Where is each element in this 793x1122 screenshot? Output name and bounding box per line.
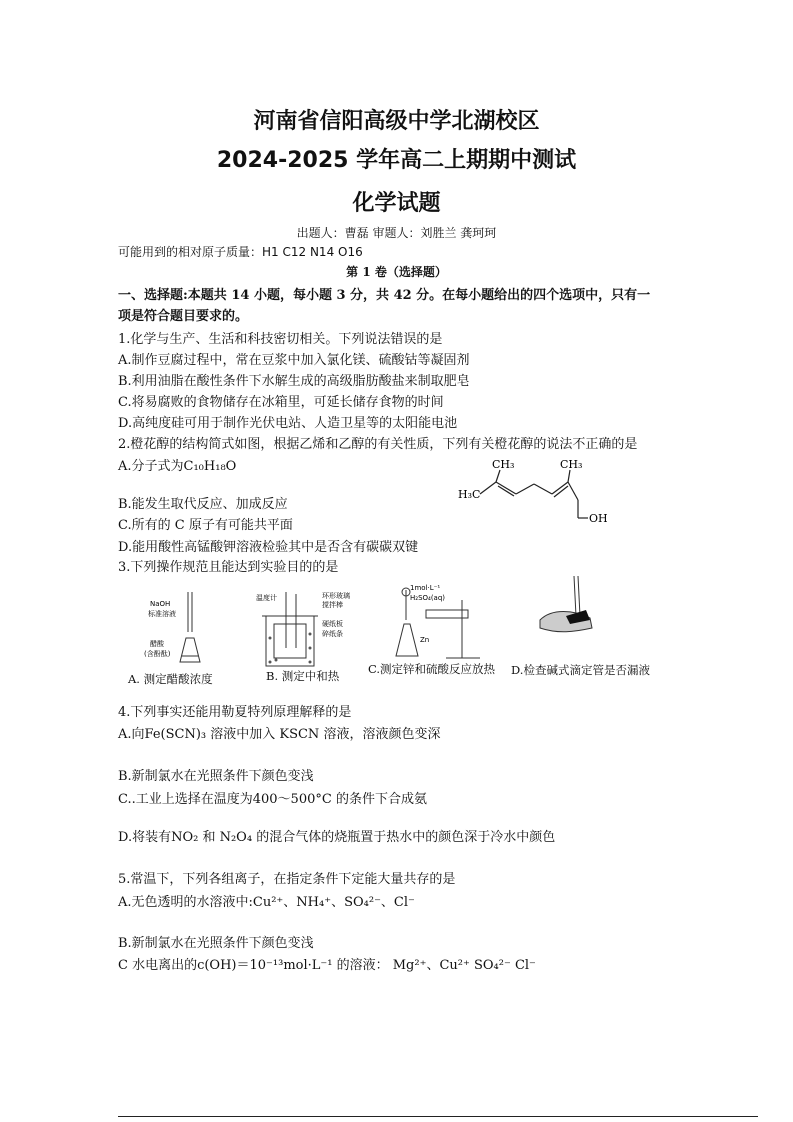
fig-a-acid: 醋酸 [150, 640, 164, 648]
struct-ch3-label-b: CH₃ [560, 458, 583, 471]
volume-label: 第 1 卷（选择题） [346, 265, 447, 279]
q3-fig-b-caption: B. 测定中和热 [266, 669, 340, 683]
fig-c-acid: H₂SO₄(aq) [410, 594, 446, 602]
fig-b-stirrer-2: 搅拌棒 [322, 601, 343, 609]
nerol-structure-figure [452, 456, 612, 530]
fig-a-std: 标准溶液 [148, 610, 176, 618]
fig-b-thermometer: 温度计 [256, 594, 277, 602]
fig-a-naoh: NaOH [150, 600, 171, 608]
q4-option-a: A.向Fe(SCN)₃ 溶液中加入 KSCN 溶液，溶液颜色变深 [118, 727, 441, 742]
fig-c-zinc: Zn [420, 636, 430, 644]
fig-b-board: 硬纸板 [322, 620, 343, 628]
atomic-mass-values: H1 C12 N14 O16 [262, 245, 363, 259]
q3-stem: 3.下列操作规范且能达到实验目的的是 [118, 560, 339, 575]
q5-option-b: B.新制氯水在光照条件下颜色变浅 [118, 936, 314, 951]
q5-stem: 5.常温下，下列各组离子，在指定条件下定能大量共存的是 [118, 872, 456, 887]
q4-option-c: C..工业上选择在温度为400～500°C 的条件下合成氨 [118, 792, 427, 807]
subject-title: 化学试题 [352, 191, 441, 216]
fig-a-indicator: (含酚酞) [144, 650, 171, 658]
q2-option-c: C.所有的 C 原子有可能共平面 [118, 518, 293, 533]
fig-b-paper: 碎纸条 [322, 630, 343, 638]
school-title: 河南省信阳高级中学北湖校区 [253, 109, 540, 134]
section-instructions-1: 一、选择题:本题共 14 小题，每小题 3 分，共 42 分。在每小题给出的四个选项中，只有一 [118, 288, 651, 303]
q4-option-d: D.将装有NO₂ 和 N₂O₄ 的混合气体的烧瓶置于热水中的颜色深于冷水中颜色 [118, 830, 556, 845]
term-title: 2024-2025 学年高二上期期中测试 [216, 148, 577, 173]
q3-fig-c-caption: C.测定锌和硫酸反应放热 [368, 662, 496, 676]
q2-stem: 2.橙花醇的结构简式如图，根据乙烯和乙醇的有关性质，下列有关橙花醇的说法不正确的是 [118, 437, 638, 452]
struct-h3c-label: H₃C [458, 488, 481, 501]
q2-option-a: A.分子式为C₁₀H₁₈O [118, 459, 237, 474]
q3-figure-d [530, 576, 620, 646]
fig-b-stirrer: 环形玻璃 [322, 592, 350, 600]
q1-option-b: B.利用油脂在酸性条件下水解生成的高级脂肪酸盐来制取肥皂 [118, 374, 470, 389]
page-bottom-rule [118, 1116, 758, 1117]
q3-figure-a [128, 590, 228, 670]
q5-option-a: A.无色透明的水溶液中:Cu²⁺、NH₄⁺、SO₄²⁻、Cl⁻ [118, 895, 415, 910]
q3-figure-c [386, 580, 486, 660]
q3-figure-b [252, 588, 362, 670]
atomic-mass-label: 可能用到的相对原子质量： [118, 245, 263, 259]
q1-option-d: D.高纯度硅可用于制作光伏电站、人造卫星等的太阳能电池 [118, 416, 458, 431]
q5-option-c: C 水电离出的c(OH)＝10⁻¹³mol·L⁻¹ 的溶液： Mg²⁺、Cu²⁺ SO₄²⁻ Cl⁻ [118, 958, 536, 973]
q2-option-d: D.能用酸性高锰酸钾溶液检验其中是否含有碳碳双键 [118, 540, 419, 555]
q3-fig-d-caption: D.检查碱式滴定管是否漏液 [511, 663, 650, 677]
q2-option-b: B.能发生取代反应、加成反应 [118, 497, 288, 512]
struct-ch3-label-a: CH₃ [492, 458, 515, 471]
fig-c-conc: 1mol·L⁻¹ [410, 584, 441, 592]
section-instructions-2: 项是符合题目要求的。 [118, 309, 249, 324]
q1-option-a: A.制作豆腐过程中，常在豆浆中加入氯化镁、硫酸钴等凝固剂 [118, 353, 470, 368]
atomic-mass-line [118, 243, 363, 260]
q4-stem: 4.下列事实还能用勒夏特列原理解释的是 [118, 705, 352, 720]
q1-option-c: C.将易腐败的食物储存在冰箱里，可延长储存食物的时间 [118, 395, 444, 410]
q4-option-b: B.新制氯水在光照条件下颜色变浅 [118, 769, 314, 784]
struct-oh-label: OH [589, 512, 608, 525]
q1-stem: 1.化学与生产、生活和科技密切相关。下列说法错误的是 [118, 332, 443, 347]
authors-line: 出题人：曹磊 审题人：刘胜兰 龚珂珂 [296, 226, 497, 240]
q3-fig-a-caption: A. 测定醋酸浓度 [128, 672, 213, 686]
